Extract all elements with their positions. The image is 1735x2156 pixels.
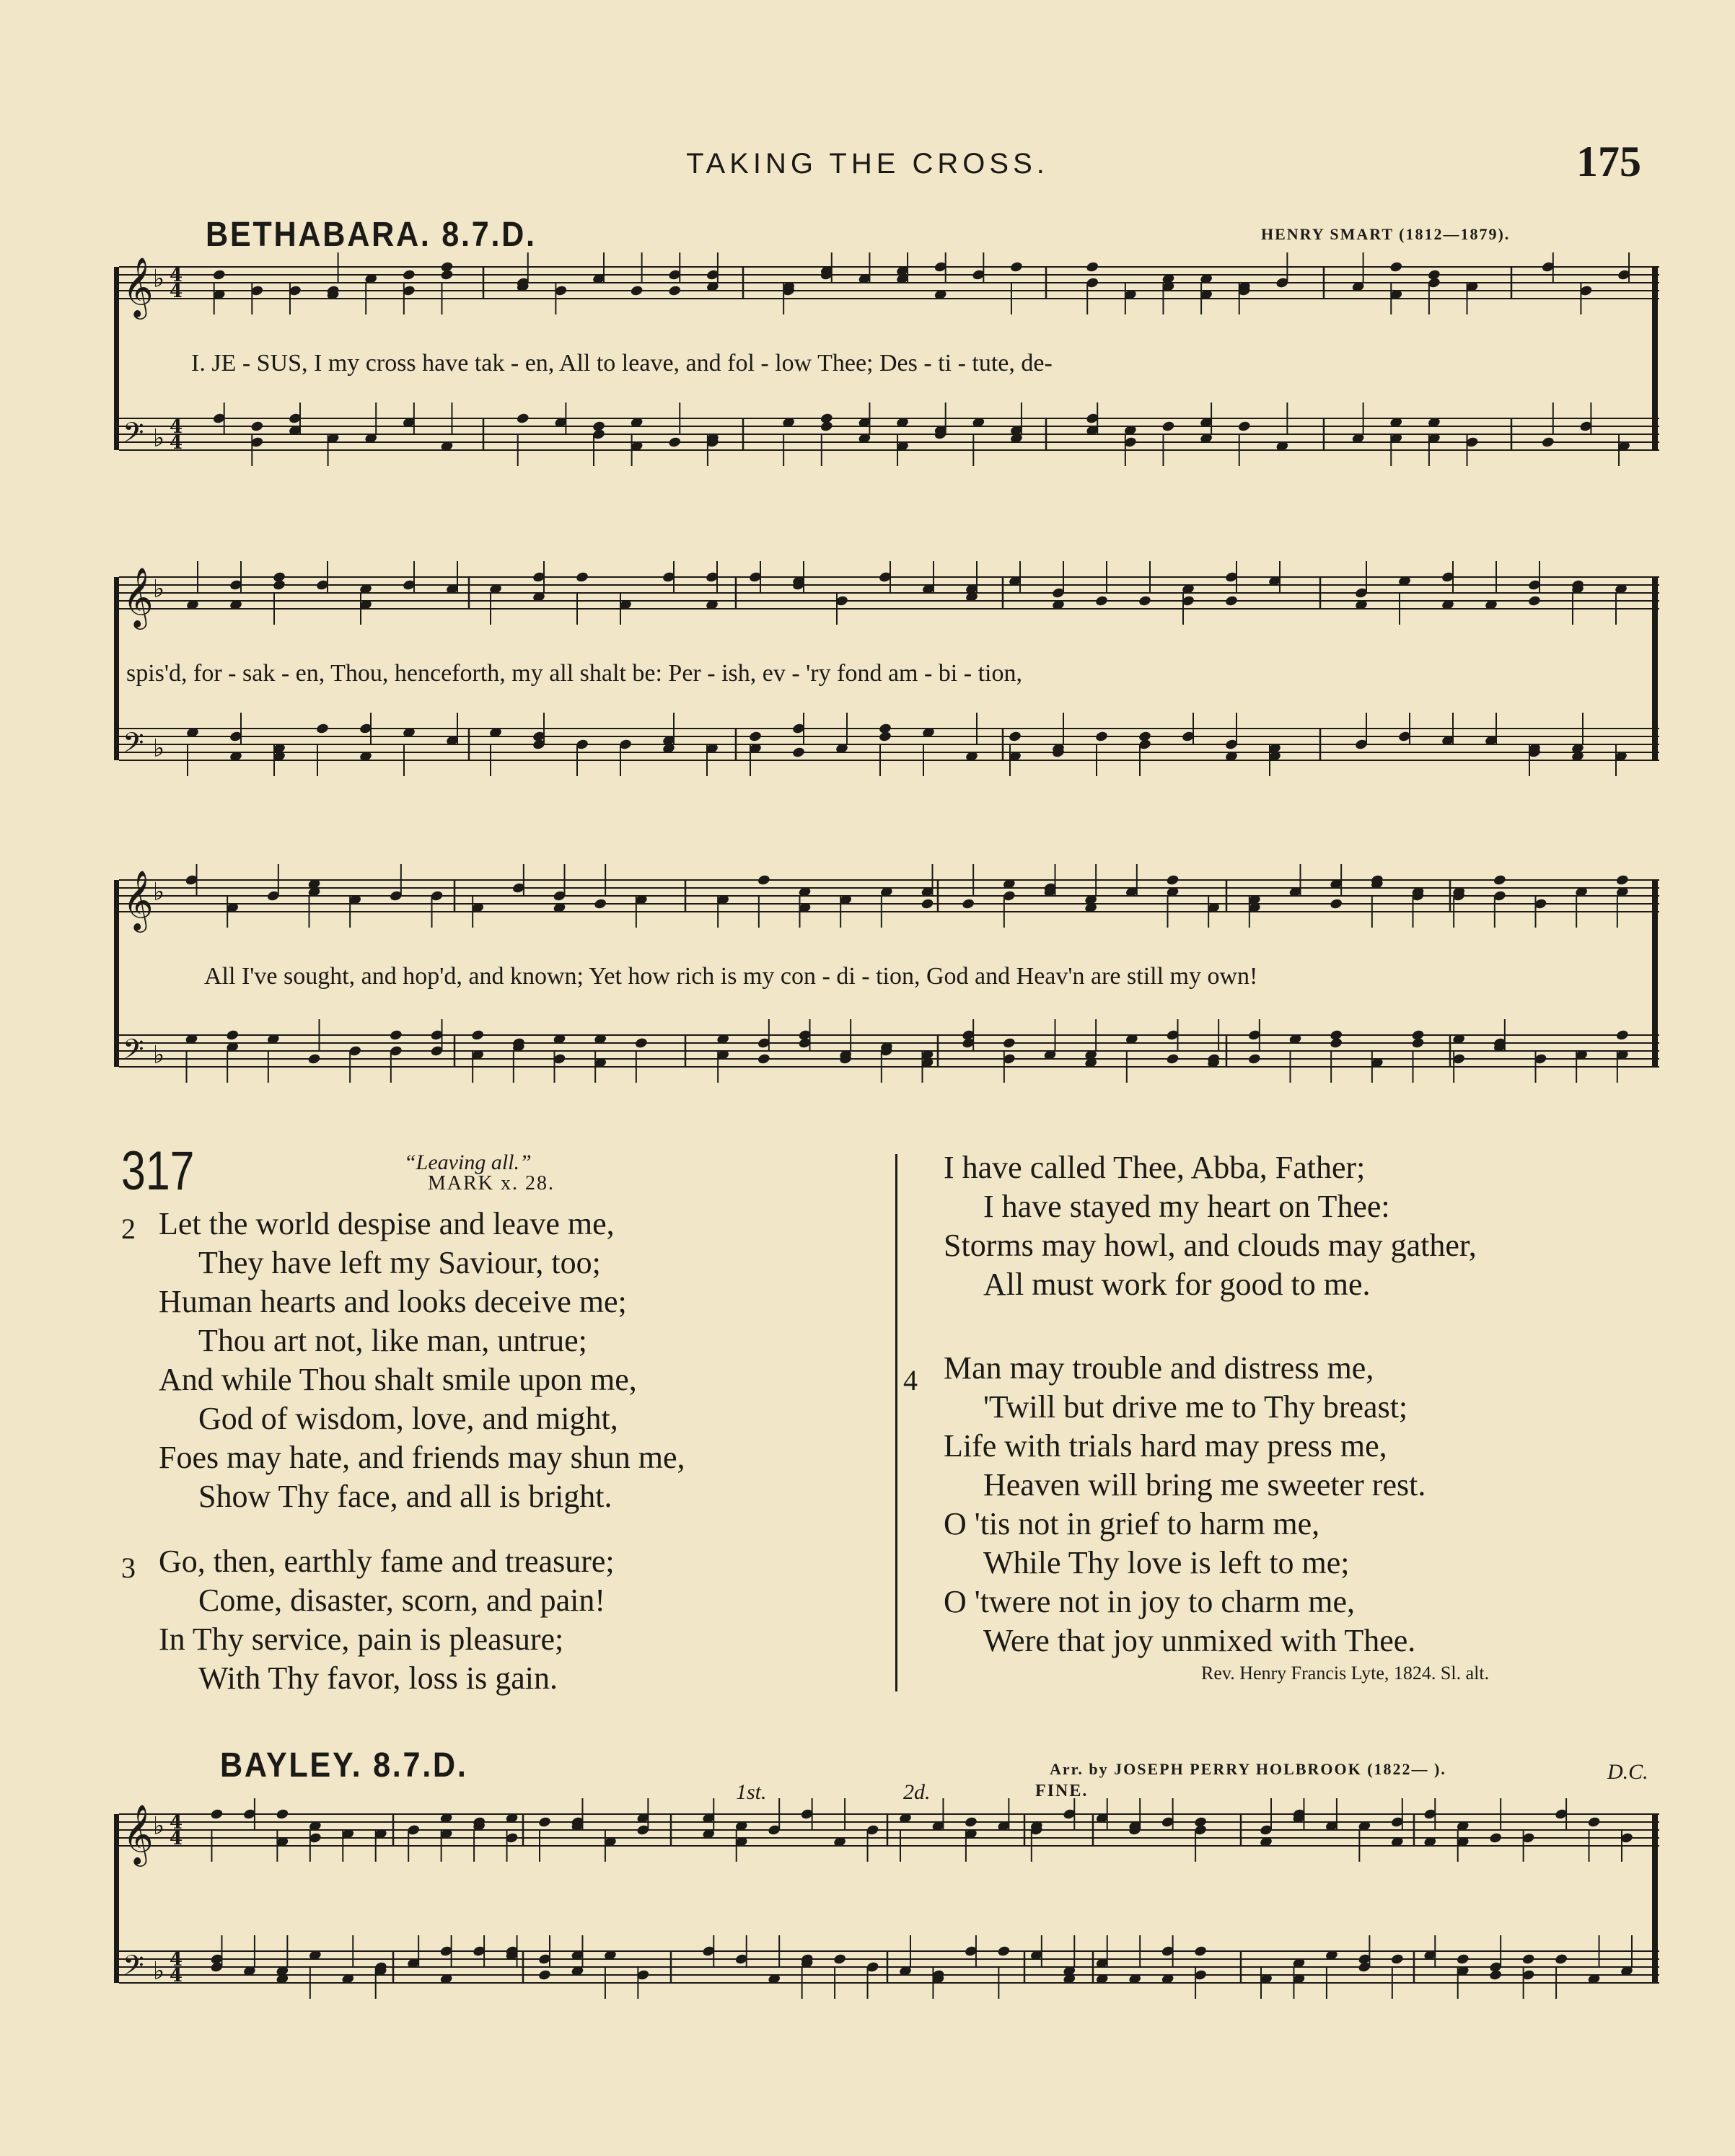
second-ending-label: 2d. bbox=[903, 1780, 931, 1804]
verse-line: Show Thy face, and all is bright. bbox=[198, 1479, 612, 1514]
stanza bbox=[944, 1148, 1477, 1304]
note-head bbox=[1094, 595, 1108, 607]
verse-line: Were that joy unmixed with Thee. bbox=[983, 1623, 1416, 1658]
note-head bbox=[1427, 269, 1441, 281]
flat-icon: ♭ bbox=[153, 574, 165, 604]
tune-name: BAYLEY. 8.7.D. bbox=[220, 1746, 468, 1785]
treble-clef-icon: 𝄞 bbox=[123, 566, 154, 627]
note-head bbox=[1615, 1029, 1629, 1042]
time-signature-bottom: 4 bbox=[170, 281, 183, 302]
note-head bbox=[1493, 874, 1506, 886]
note-head bbox=[250, 421, 264, 433]
final-barline bbox=[1652, 1814, 1658, 1983]
note-head bbox=[1411, 1029, 1425, 1042]
composer: Arr. by JOSEPH PERRY HOLBROOK (1822— ). bbox=[1050, 1760, 1446, 1778]
note-head bbox=[594, 898, 607, 910]
note-head bbox=[1587, 1816, 1601, 1829]
note-head bbox=[668, 285, 682, 297]
final-barline bbox=[1652, 880, 1658, 1067]
running-head: TAKING THE CROSS. bbox=[686, 148, 1049, 180]
note-head bbox=[575, 571, 589, 584]
note-head bbox=[1086, 261, 1099, 273]
note-head bbox=[757, 1053, 770, 1065]
lyric-line: I. JE - SUS, I my cross have tak - en, All to leave, and fol - low Thee; Des - ti - tute, de- bbox=[191, 350, 1053, 377]
bass-clef-icon: 𝄢 bbox=[123, 1949, 144, 1988]
note-head bbox=[226, 1029, 240, 1042]
note-head bbox=[1330, 898, 1343, 910]
note-head bbox=[1555, 1953, 1568, 1966]
treble-clef-icon: 𝄞 bbox=[123, 256, 154, 317]
note-head bbox=[212, 269, 226, 281]
note-head bbox=[1237, 421, 1251, 433]
note-head bbox=[1389, 261, 1403, 273]
note-head bbox=[315, 723, 329, 735]
flat-icon: ♭ bbox=[153, 423, 165, 453]
verse-line: In Thy service, pain is pleasure; bbox=[159, 1622, 564, 1657]
note-head bbox=[307, 1053, 321, 1065]
system-bracket bbox=[114, 267, 119, 450]
scripture-reference: MARK x. 28. bbox=[428, 1172, 555, 1194]
stanza bbox=[944, 1349, 1426, 1660]
time-signature-top: 4 bbox=[170, 416, 183, 438]
verse-line: Let the world despise and leave me, bbox=[159, 1206, 615, 1241]
note-head bbox=[537, 1816, 551, 1829]
note-head bbox=[1541, 436, 1555, 449]
verse-line: Life with trials hard may press me, bbox=[944, 1428, 1387, 1464]
flat-icon: ♭ bbox=[153, 1040, 165, 1070]
verse-line: Storms may howl, and clouds may gather, bbox=[944, 1228, 1477, 1263]
note-head bbox=[878, 731, 892, 743]
note-head bbox=[833, 1953, 847, 1966]
verse-line: Come, disaster, scorn, and pain! bbox=[198, 1583, 605, 1618]
treble-staff bbox=[119, 1798, 1659, 1867]
stanza bbox=[159, 1205, 685, 1516]
note-head bbox=[389, 1029, 403, 1042]
verse-line: All must work for good to me. bbox=[983, 1267, 1371, 1302]
lyric-line: All I've sought, and hop'd, and known; Yet how rich is my con - di - tion, God and Heav'n are still my own! bbox=[204, 963, 1258, 990]
bass-staff bbox=[119, 1935, 1659, 1999]
music-system-4 bbox=[108, 1796, 1666, 2012]
note-head bbox=[634, 1037, 648, 1050]
note-head bbox=[1390, 1953, 1404, 1966]
flat-icon: ♭ bbox=[153, 1956, 165, 1986]
note-head bbox=[791, 747, 805, 759]
bass-staff bbox=[119, 1019, 1659, 1083]
note-head bbox=[921, 898, 934, 910]
bass-clef-icon: 𝄢 bbox=[123, 726, 144, 765]
verse-line: Man may trouble and distress me, bbox=[944, 1350, 1374, 1386]
note-head bbox=[537, 1969, 551, 1981]
note-head bbox=[1002, 1037, 1016, 1050]
time-signature-bottom: 4 bbox=[170, 1828, 183, 1849]
verse-line: While Thy love is left to me; bbox=[983, 1545, 1350, 1580]
verse-line: O 'tis not in grief to harm me, bbox=[944, 1506, 1320, 1541]
bass-clef-icon: 𝄢 bbox=[123, 1033, 144, 1072]
note-head bbox=[1009, 261, 1023, 273]
note-head bbox=[1008, 731, 1022, 743]
note-head bbox=[962, 898, 975, 910]
flat-icon: ♭ bbox=[153, 264, 165, 294]
note-head bbox=[1615, 874, 1629, 886]
verse-line: Heaven will bring me sweeter rest. bbox=[983, 1467, 1426, 1502]
lyric-line: spis'd, for - sak - en, Thou, henceforth, my all shalt be: Per - ish, ev - 'ry fond am - bi - tion, bbox=[126, 660, 1022, 687]
first-ending-label: 1st. bbox=[736, 1780, 767, 1804]
note-head bbox=[1161, 421, 1175, 433]
note-head bbox=[997, 1945, 1011, 1958]
note-head bbox=[1166, 874, 1180, 886]
note-head bbox=[1330, 1029, 1343, 1042]
flat-icon: ♭ bbox=[153, 877, 165, 907]
bass-staff bbox=[119, 402, 1659, 466]
note-head bbox=[1094, 731, 1108, 743]
final-barline bbox=[1652, 577, 1658, 760]
note-head bbox=[440, 269, 454, 281]
note-head bbox=[1521, 1953, 1535, 1966]
note-head bbox=[1527, 595, 1541, 607]
note-head bbox=[757, 874, 770, 886]
note-head bbox=[1194, 1945, 1208, 1958]
treble-staff bbox=[119, 252, 1659, 320]
final-barline bbox=[1652, 267, 1658, 450]
note-head bbox=[964, 1816, 978, 1829]
author-credit: Rev. Henry Francis Lyte, 1824. Sl. alt. bbox=[1201, 1663, 1490, 1684]
time-signature-top: 4 bbox=[170, 265, 183, 286]
note-head bbox=[592, 421, 605, 433]
stanza-number: 2 bbox=[121, 1213, 136, 1245]
dc-label: D.C. bbox=[1607, 1760, 1648, 1784]
flat-icon: ♭ bbox=[153, 734, 165, 763]
stanza-number: 4 bbox=[903, 1364, 918, 1396]
verse-line: Foes may hate, and friends may shun me, bbox=[159, 1440, 685, 1475]
verse-line: With Thy favor, loss is gain. bbox=[198, 1660, 558, 1696]
system-bracket bbox=[114, 880, 119, 1067]
stanza-number: 3 bbox=[121, 1552, 136, 1584]
note-head bbox=[272, 571, 286, 584]
page-number: 175 bbox=[1576, 138, 1641, 185]
verse-line: 'Twill but drive me to Thy breast; bbox=[983, 1389, 1408, 1425]
note-head bbox=[820, 413, 833, 425]
verse-line: Go, then, earthly fame and treasure; bbox=[159, 1544, 615, 1579]
time-signature-top: 4 bbox=[170, 1949, 183, 1971]
note-head bbox=[1224, 595, 1238, 607]
treble-staff bbox=[119, 864, 1659, 933]
hymn-number: 317 bbox=[121, 1140, 195, 1202]
stanza bbox=[159, 1542, 615, 1698]
hymn-caption: “Leaving all.” bbox=[404, 1150, 532, 1174]
fine-label: FINE. bbox=[1035, 1782, 1089, 1800]
time-signature-bottom: 4 bbox=[170, 432, 183, 454]
flat-icon: ♭ bbox=[153, 1811, 165, 1841]
note-head bbox=[276, 1808, 289, 1821]
verse-line: O 'twere not in joy to charm me, bbox=[944, 1584, 1356, 1619]
note-head bbox=[1247, 1053, 1261, 1065]
verse-line: God of wisdom, love, and might, bbox=[198, 1401, 618, 1436]
note-head bbox=[1489, 1832, 1503, 1844]
note-head bbox=[748, 731, 762, 743]
verse-line: Thou art not, like man, untrue; bbox=[198, 1323, 587, 1358]
note-head bbox=[1138, 595, 1151, 607]
note-head bbox=[471, 1029, 485, 1042]
note-head bbox=[1456, 1953, 1470, 1966]
note-head bbox=[402, 269, 416, 281]
system-bracket bbox=[114, 1814, 119, 1983]
note-head bbox=[516, 413, 530, 425]
note-head bbox=[210, 1808, 224, 1821]
composer: HENRY SMART (1812—1879). bbox=[1261, 225, 1511, 243]
verse-line: I have stayed my heart on Thee: bbox=[983, 1189, 1390, 1224]
treble-staff bbox=[119, 561, 1659, 630]
bass-staff bbox=[119, 713, 1659, 776]
column-divider bbox=[895, 1154, 897, 1691]
tune-name: BETHABARA. 8.7.D. bbox=[206, 216, 537, 254]
note-head bbox=[1166, 1053, 1180, 1065]
treble-clef-icon: 𝄞 bbox=[123, 1803, 154, 1864]
treble-clef-icon: 𝄞 bbox=[123, 869, 154, 930]
time-signature-top: 4 bbox=[170, 1812, 183, 1834]
time-signature-bottom: 4 bbox=[170, 1965, 183, 1986]
verse-line: Human hearts and looks deceive me; bbox=[159, 1284, 627, 1319]
note-head bbox=[630, 285, 644, 297]
verse-line: And while Thou shalt smile upon me, bbox=[159, 1362, 637, 1397]
verse-line: I have called Thee, Abba, Father; bbox=[944, 1150, 1366, 1185]
system-bracket bbox=[114, 577, 119, 760]
bass-clef-icon: 𝄢 bbox=[123, 416, 144, 455]
note-head bbox=[668, 436, 682, 449]
verse-line: They have left my Saviour, too; bbox=[198, 1245, 601, 1280]
